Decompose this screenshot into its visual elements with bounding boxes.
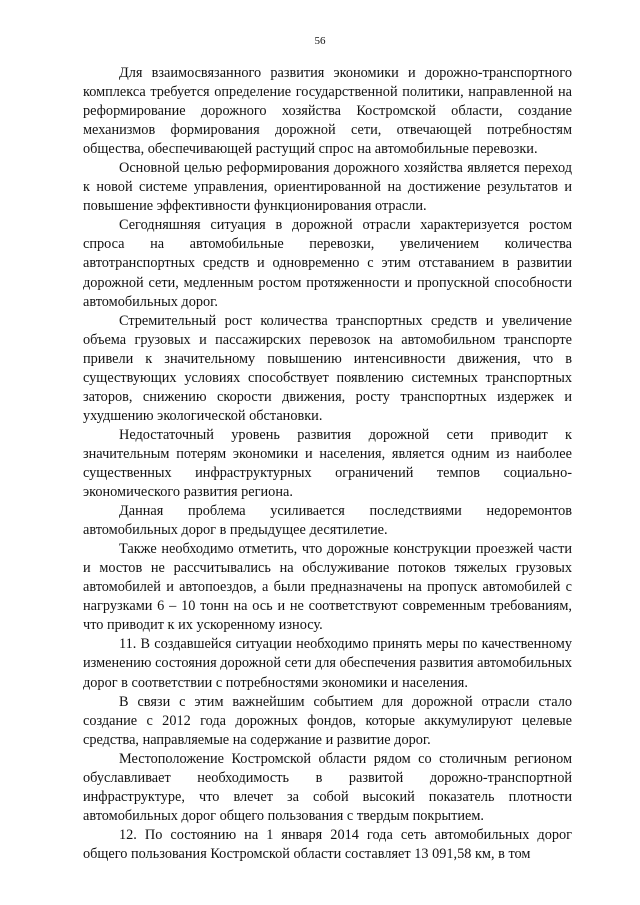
paragraph: Стремительный рост количества транспортных средств и увеличение объема грузовых и пассажирских перевозок на автомобильном транспорте привели к значительному повышению интенсивности движения, что в существующих условиях способствует появлению системных транспортных заторов, снижению скорости движения, росту транспортных издержек и ухудшению экологической обстановки. <box>83 312 572 424</box>
paragraph: Недостаточный уровень развития дорожной сети приводит к значительным потерям экономики и населения, является одним из наиболее существенных инфраструктурных ограничений темпов социально-экономического развития региона. <box>83 426 572 501</box>
document-body <box>83 64 572 864</box>
paragraph: Местоположение Костромской области рядом со столичным регионом обуславливает необходимость в развитой дорожно-транспортной инфраструктуре, что влечет за собой высокий показатель плотности автомобильных дорог общего пользования с твердым покрытием. <box>83 750 572 824</box>
paragraph: Сегодняшняя ситуация в дорожной отрасли характеризуется ростом спроса на автомобильные перевозки, увеличением количества автотранспортных средств и одновременно с этим отставанием в развитии дорожной сети, медленным ростом протяженности и пропускной способности автомобильных дорог. <box>83 217 572 310</box>
paragraph: 11. В создавшейся ситуации необходимо принять меры по качественному изменению состояния дорожной сети для обеспечения развития автомобильных дорог в соответствии с потребностями экономики и населения. <box>83 636 572 691</box>
paragraph: В связи с этим важнейшим событием для дорожной отрасли стало создание с 2012 года дорожных фондов, которые аккумулируют целевые средства, направляемые на содержание и развитие дорог. <box>83 693 572 748</box>
paragraph: 12. По состоянию на 1 января 2014 года сеть автомобильных дорог общего пользования Костромской области составляет 13 091,58 км, в том <box>83 826 572 862</box>
page-number: 56 <box>314 35 326 47</box>
paragraph: Основной целью реформирования дорожного хозяйства является переход к новой системе управления, ориентированной на достижение результатов и повышение эффективности функционирования отрасли. <box>83 160 572 215</box>
paragraph: Данная проблема усиливается последствиями недоремонтов автомобильных дорог в предыдущее десятилетие. <box>83 503 572 539</box>
paragraph: Для взаимосвязанного развития экономики и дорожно-транспортного комплекса требуется определение государственной политики, направленной на реформирование дорожного хозяйства Костромской области, создание механизмов формирования дорожной сети, отвечающей потребностям общества, обеспечивающей растущий спрос на автомобильные перевозки. <box>83 65 572 158</box>
paragraph: Также необходимо отметить, что дорожные конструкции проезжей части и мостов не рассчитывались на обслуживание потоков тяжелых грузовых автомобилей и автопоездов, а были предназначены на пропуск автомобилей с нагрузками 6 – 10 тонн на ось и не соответствуют современным требованиям, что приводит к их ускоренному износу. <box>83 541 572 634</box>
